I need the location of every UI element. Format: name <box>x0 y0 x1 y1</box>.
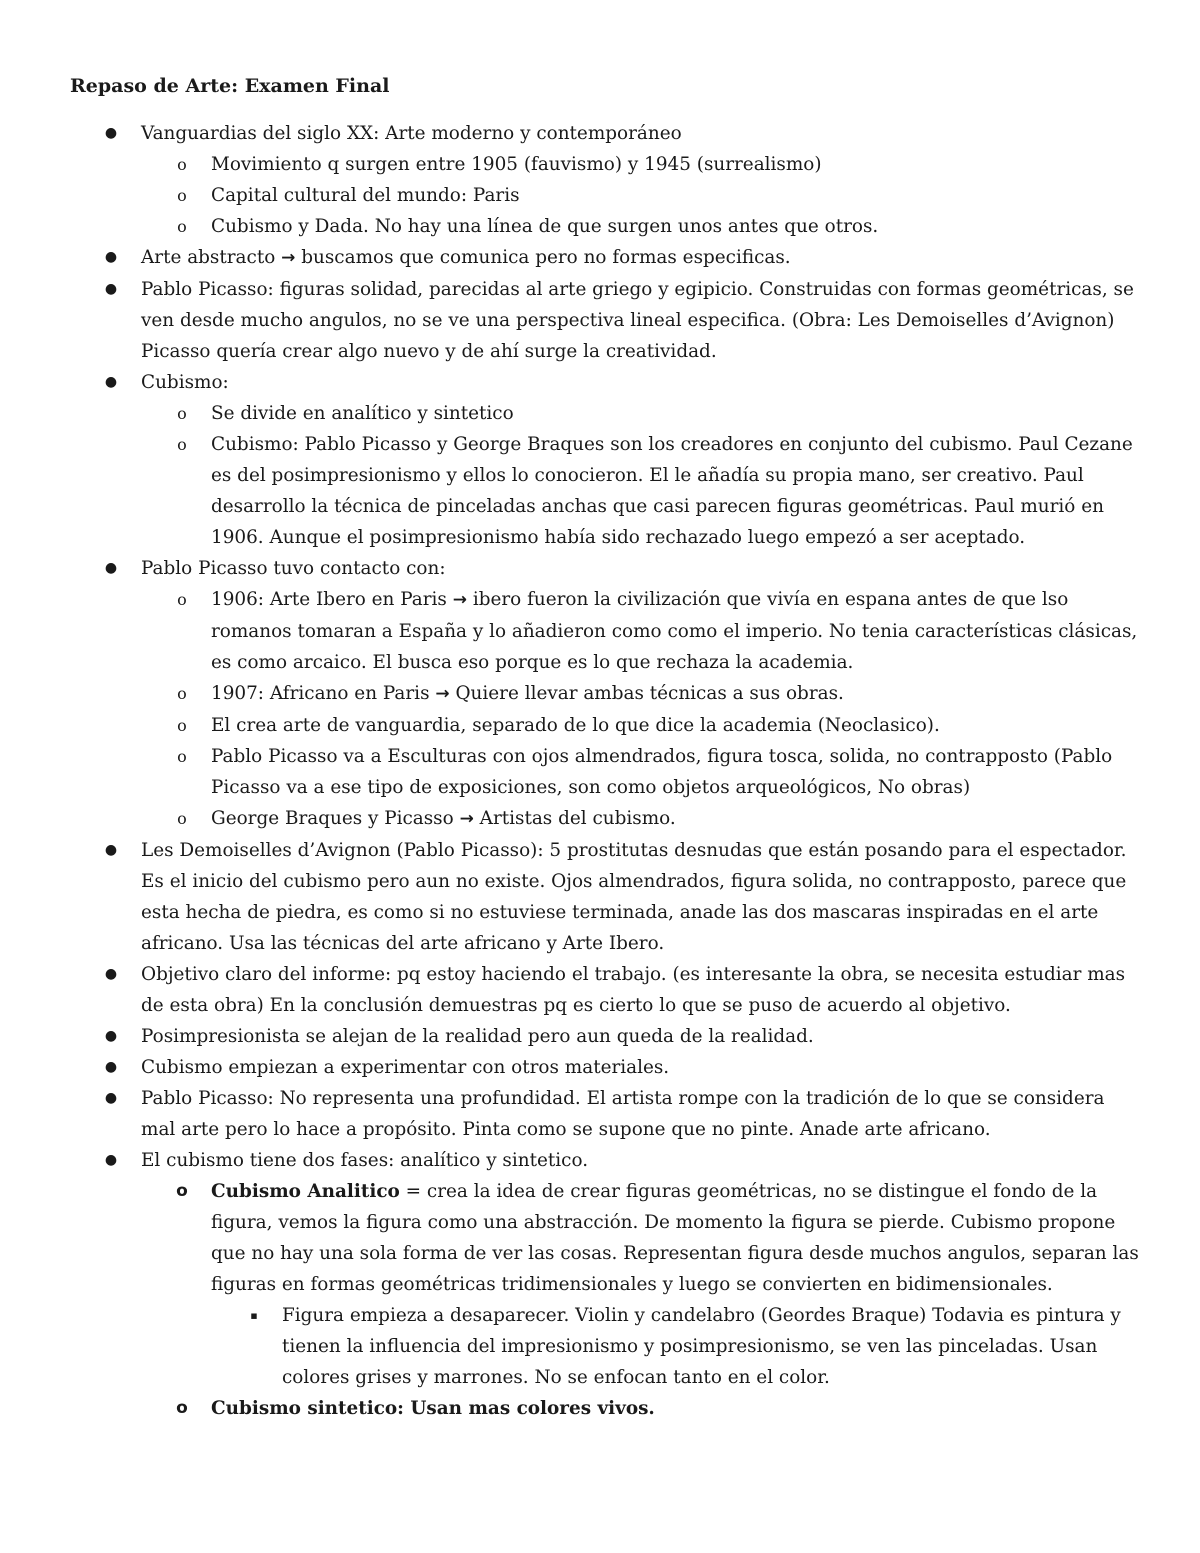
list-item-text: Cubismo: Pablo Picasso y George Braques son los creadores en conjunto del cubismo. Paul Cezane es del posimpresionismo y ellos lo conocieron. El le añadía su propia mano, ser creativo. Paul desarrollo la técnica de pinceladas anchas que casi parecen figuras geométricas. Paul murió en 1906. Aunque el posimpresionismo había sido rechazado luego empezó a ser aceptado. <box>211 434 1133 548</box>
bullet-icon: ● <box>104 560 118 576</box>
list-item-text: El cubismo tiene dos fases: analítico y sintetico. <box>141 1150 589 1171</box>
list-item <box>0 835 1200 959</box>
sub-list-item <box>0 710 1200 741</box>
sub-sub-list-item <box>0 1300 1200 1393</box>
sub-list-item <box>0 678 1200 710</box>
circle-bullet-icon: o <box>177 809 187 828</box>
list-item-text: 1906: Arte Ibero en Paris <box>211 589 447 610</box>
sub-list-item <box>0 398 1200 429</box>
list-item-text: Cubismo sintetico: Usan mas colores vivos. <box>211 1398 655 1419</box>
bullet-icon: ● <box>104 1090 118 1106</box>
bullet-icon: ● <box>104 374 118 390</box>
circle-bullet-icon: o <box>177 404 187 423</box>
list-item-text: George Braques y Picasso <box>211 808 454 829</box>
list-item-text: buscamos que comunica pero no formas especificas. <box>301 247 791 268</box>
list-item-text: Cubismo y Dada. No hay una línea de que surgen unos antes que otros. <box>211 216 879 237</box>
list-item-text: Se divide en analítico y sintetico <box>211 403 514 424</box>
list-item <box>0 1145 1200 1176</box>
list-item-text: Objetivo claro del informe: pq estoy haciendo el trabajo. (es interesante la obra, se necesita estudiar mas de esta obra) En la conclusión demuestras pq es cierto lo que se puso de acuerdo al objetivo. <box>141 964 1126 1016</box>
list-item <box>0 1021 1200 1052</box>
circle-bullet-icon: o <box>176 1398 188 1418</box>
bullet-icon: ● <box>104 966 118 982</box>
list-item-text: Artistas del cubismo. <box>479 808 676 829</box>
list-item-text: Les Demoiselles d’Avignon (Pablo Picasso): 5 prostitutas desnudas que están posando para el espectador. Es el inicio del cubismo pero aun no existe. Ojos almendrados, figura solida, no contrapposto, parece que esta hecha de piedra, es como si no estuviese terminada, anade las dos mascaras inspiradas en el arte africano. Usa las técnicas del arte africano y Arte Ibero. <box>141 840 1127 954</box>
list-item-text: Quiere llevar ambas técnicas a sus obras. <box>455 683 844 704</box>
list-item-text: Figura empieza a desaparecer. Violin y candelabro (Geordes Braque) Todavia es pintura y tienen la influencia del impresionismo y posimpresionismo, se ven las pinceladas. Usan colores grises y marrones. No se enfocan tanto en el color. <box>282 1305 1121 1388</box>
list-item-text: Pablo Picasso va a Esculturas con ojos almendrados, figura tosca, solida, no contrapposto (Pablo Picasso va a ese tipo de exposiciones, son como objetos arqueológicos, No obras) <box>211 746 1113 798</box>
sub-list-item <box>0 584 1200 678</box>
document-body <box>0 118 1200 1424</box>
list-item-text: Posimpresionista se alejan de la realidad pero aun queda de la realidad. <box>141 1026 814 1047</box>
list-item-text: Pablo Picasso tuvo contacto con: <box>141 558 446 579</box>
list-item-text: = crea la idea de crear figuras geométricas, no se distingue el fondo de la figura, vemos la figura como una abstracción. De momento la figura se pierde. Cubismo propone que no hay una sola forma de ver las cosas. Representan figura desde muchos angulos, separan las figuras en formas geométricas tridimensionales y luego se convierten en bidimensionales. <box>211 1181 1139 1295</box>
list-item <box>0 1052 1200 1083</box>
list-item-text: Arte abstracto <box>141 247 276 268</box>
list-item <box>0 1083 1200 1145</box>
bullet-icon: ● <box>104 125 118 141</box>
list-item-text: Cubismo empiezan a experimentar con otros materiales. <box>141 1057 670 1078</box>
sub-list-item <box>0 741 1200 803</box>
list-item <box>0 959 1200 1021</box>
sub-list-item <box>0 803 1200 835</box>
circle-bullet-icon: o <box>177 155 187 174</box>
arrow-right-icon: → <box>452 590 467 610</box>
bullet-icon: ● <box>104 249 118 265</box>
circle-bullet-icon: o <box>177 716 187 735</box>
list-item <box>0 118 1200 149</box>
list-item <box>0 367 1200 398</box>
bullet-icon: ● <box>104 1152 118 1168</box>
circle-bullet-icon: o <box>176 1181 188 1201</box>
sub-list-item <box>0 1393 1200 1424</box>
list-item-text: ibero fueron la civilización que vivía en espana antes de que lso romanos tomaran a España y lo añadieron como como el imperio. No tenia características clásicas, es como arcaico. El busca eso porque es lo que rechaza la academia. <box>211 589 1138 673</box>
square-bullet-icon: ▪ <box>250 1309 258 1322</box>
document-title: Repaso de Arte: Examen Final <box>70 75 390 97</box>
list-item <box>0 274 1200 367</box>
list-item-text: Capital cultural del mundo: Paris <box>211 185 520 206</box>
circle-bullet-icon: o <box>177 747 187 766</box>
bullet-icon: ● <box>104 281 118 297</box>
circle-bullet-icon: o <box>177 217 187 236</box>
list-item-text: El crea arte de vanguardia, separado de lo que dice la academia (Neoclasico). <box>211 715 940 736</box>
sub-list-item <box>0 180 1200 211</box>
bullet-icon: ● <box>104 1059 118 1075</box>
list-item <box>0 242 1200 274</box>
list-item-term: Cubismo Analitico <box>211 1181 400 1202</box>
list-item-text: Vanguardias del siglo XX: Arte moderno y contemporáneo <box>141 123 682 144</box>
list-item-text: Pablo Picasso: No representa una profundidad. El artista rompe con la tradición de lo que se considera mal arte pero lo hace a propósito. Pinta como se supone que no pinte. Anade arte africano. <box>141 1088 1105 1140</box>
list-item-text: Cubismo: <box>141 372 229 393</box>
sub-list-item <box>0 211 1200 242</box>
circle-bullet-icon: o <box>177 684 187 703</box>
list-item <box>0 553 1200 584</box>
sub-list-item <box>0 429 1200 553</box>
list-item-text: Pablo Picasso: figuras solidad, parecidas al arte griego y egipicio. Construidas con formas geométricas, se ven desde mucho angulos, no se ve una perspectiva lineal especifica. (Obra: Les Demoiselles d’Avignon) Picasso quería crear algo nuevo y de ahí surge la creatividad. <box>141 279 1134 362</box>
circle-bullet-icon: o <box>177 590 187 609</box>
arrow-right-icon: → <box>435 684 450 704</box>
bullet-icon: ● <box>104 842 118 858</box>
sub-list-item <box>0 1176 1200 1300</box>
bullet-icon: ● <box>104 1028 118 1044</box>
list-item-text: 1907: Africano en Paris <box>211 683 430 704</box>
list-item-text: Movimiento q surgen entre 1905 (fauvismo) y 1945 (surrealismo) <box>211 154 822 175</box>
arrow-right-icon: → <box>459 809 474 829</box>
sub-list-item <box>0 149 1200 180</box>
arrow-right-icon: → <box>281 248 296 268</box>
circle-bullet-icon: o <box>177 435 187 454</box>
circle-bullet-icon: o <box>177 186 187 205</box>
